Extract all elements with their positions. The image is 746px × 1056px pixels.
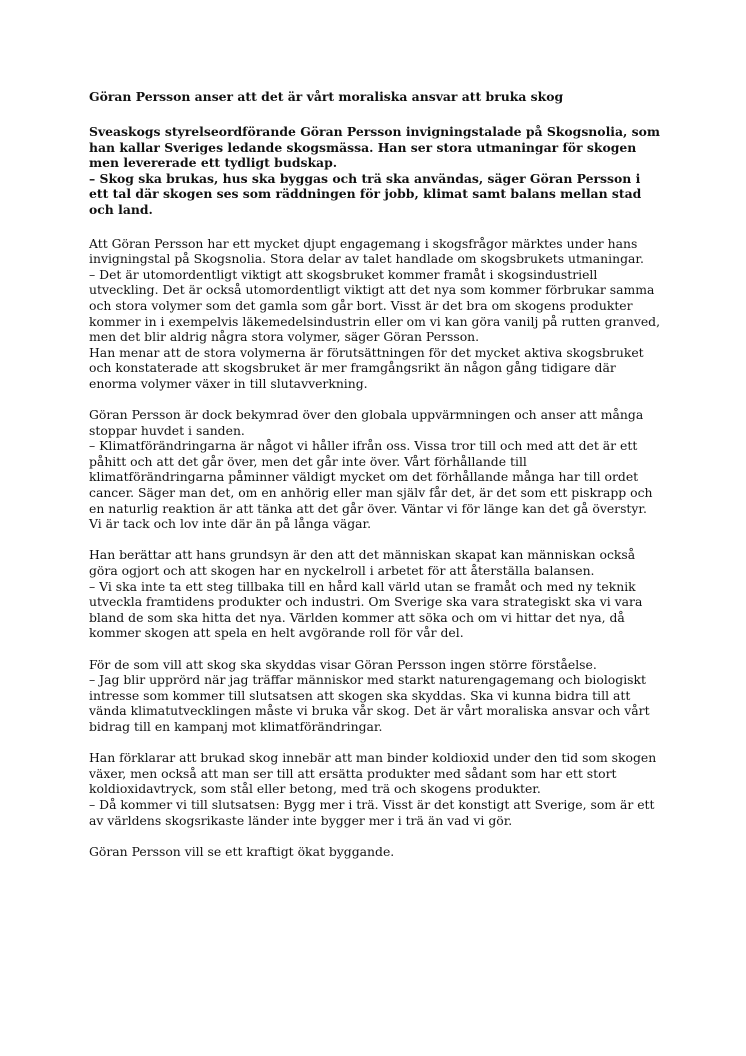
body-section [89, 657, 661, 735]
body-section [89, 547, 661, 641]
body-section [89, 236, 661, 392]
body-paragraph: Att Göran Persson har ett mycket djupt engagemang i skogsfrågor märktes under hans invigningstal på Skogsnolia. Stora delar av talet handlade om skogsbrukets utmaningar. [89, 235, 644, 267]
body-paragraph: För de som vill att skog ska skyddas visar Göran Persson ingen större förståelse. [89, 656, 597, 672]
body-paragraph: Han förklarar att brukad skog innebär att man binder koldioxid under den tid som skogen växer, men också att man ser till att ersätta produkter med sådant som har ett stort koldioxidavtryck, som stål eller betong, med trä och skogens produkter. [89, 750, 657, 797]
body-paragraph: Göran Persson är dock bekymrad över den globala uppvärmningen och anser att många stoppar huvdet i sanden. [89, 407, 644, 438]
article-title: Göran Persson anser att det är vårt moraliska ansvar att bruka skog [89, 89, 564, 104]
article-lead [89, 124, 661, 218]
body-paragraph: – Då kommer vi till slutsatsen: Bygg mer i trä. Visst är det konstigt att Sverige, som är ett av världens skogsrikaste länder inte bygger mer i trä än vad vi gör. [89, 796, 655, 828]
body-section [89, 407, 661, 532]
lead-paragraph: – Skog ska brukas, hus ska byggas och trä ska användas, säger Göran Persson i ett tal där skogen ses som räddningen för jobb, klimat samt balans mellan stad och land. [89, 170, 642, 217]
body-section [89, 844, 661, 860]
body-paragraph: – Det är utomordentligt viktigt att skogsbruket kommer framåt i skogsindustriell utveckling. Det är också utomordentligt viktigt att det nya som kommer förbrukar samma och stora volymer som det gamla som går bort. Visst är det bra om skogens produkter kommer in i exempelvis läkemedelsindustrin eller om vi kan göra vanilj på rutten granved, men det blir aldrig några stora volymer, säger Göran Persson. [89, 266, 661, 345]
body-paragraph: Göran Persson vill se ett kraftigt ökat byggande. [89, 843, 395, 859]
lead-paragraph: Sveaskogs styrelseordförande Göran Persson invigningstalade på Skogsnolia, som han kallar Sveriges ledande skogsmässa. Han ser stora utmaningar för skogen men levererade ett tydligt budskap. [89, 124, 660, 171]
body-paragraph: – Vi ska inte ta ett steg tillbaka till en hård kall värld utan se framåt och med ny teknik utveckla framtidens produkter och industri. Om Sverige ska vara strategiskt ska vi vara bland de som ska hitta det nya. Världen kommer att söka och om vi hittar det nya, då kommer skogen att spela en helt avgörande roll för vår del. [89, 578, 643, 641]
body-paragraph: Han berättar att hans grundsyn är den att det människan skapat kan människan också göra ogjort och att skogen har en nyckelroll i arbetet för att återställa balansen. [89, 547, 636, 579]
body-section [89, 750, 661, 828]
body-paragraph: – Klimatförändringarna är något vi håller ifrån oss. Vissa tror till och med att det är ett påhitt och att det går över, men det går inte över. Vårt förhållande till klimatförändringarna påminner väldigt mycket om det förhållande många har till ordet cancer. Säger man det, om en anhörig eller man själv får det, är det som ett piskrapp och en naturlig reaktion är att tänka att det går över. Väntar vi för länge kan det gå överstyr. Vi är tack och lov inte där än på långa vägar. [89, 438, 653, 532]
document-page [89, 88, 661, 875]
body-paragraph: – Jag blir upprörd när jag träffar människor med starkt naturengagemang och biologiskt intresse som kommer till slutsatsen att skogen ska skyddas. Ska vi kunna bidra till att vända klimatutvecklingen måste vi bruka vår skog. Det är vårt moraliska ansvar och vårt bidrag till en kampanj mot klimatförändringar. [89, 672, 650, 734]
body-paragraph: Han menar att de stora volymerna är förutsättningen för det mycket aktiva skogsbruket och konstaterade att skogsbruket är mer framgångsrikt än någon gång tidigare där enorma volymer växer in till slutavverkning. [89, 344, 644, 391]
